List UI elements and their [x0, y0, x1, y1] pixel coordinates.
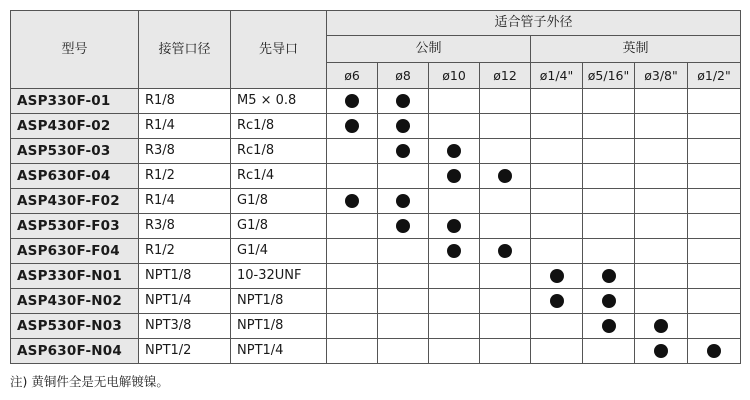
table-row	[11, 214, 741, 239]
compat-cell	[688, 214, 741, 239]
row-model-cell: ASP530F-03	[11, 139, 139, 164]
compat-cell	[688, 339, 741, 364]
table-row	[11, 189, 741, 214]
compat-cell	[583, 314, 635, 339]
compat-cell	[480, 214, 531, 239]
row-model-cell: ASP330F-N01	[11, 264, 139, 289]
row-pilot-cell: G1/4	[231, 239, 327, 264]
compat-cell	[429, 164, 480, 189]
header-od-group: 适合管子外径	[327, 11, 741, 36]
row-model-cell: ASP630F-F04	[11, 239, 139, 264]
row-port-cell: R1/4	[139, 114, 231, 139]
table-row	[11, 264, 741, 289]
compat-cell	[480, 164, 531, 189]
compat-cell	[531, 189, 583, 214]
compatible-dot-icon	[602, 269, 616, 283]
compatible-dot-icon	[396, 144, 410, 158]
compat-cell	[378, 164, 429, 189]
compat-cell	[378, 189, 429, 214]
compat-cell	[378, 239, 429, 264]
row-pilot-cell: Rc1/4	[231, 164, 327, 189]
compat-cell	[635, 189, 688, 214]
compat-cell	[327, 164, 378, 189]
compat-cell	[480, 264, 531, 289]
compat-cell	[531, 314, 583, 339]
compat-cell	[688, 164, 741, 189]
header-size: ø8	[378, 63, 429, 89]
compat-cell	[688, 314, 741, 339]
compat-cell	[429, 139, 480, 164]
row-port-cell: NPT1/2	[139, 339, 231, 364]
compatible-dot-icon	[498, 169, 512, 183]
spec-table-body	[11, 89, 741, 364]
compatible-dot-icon	[447, 244, 461, 258]
row-port-cell: R1/2	[139, 239, 231, 264]
compat-cell	[429, 214, 480, 239]
compat-cell	[531, 139, 583, 164]
header-pilot: 先导口	[231, 11, 327, 89]
compatible-dot-icon	[447, 219, 461, 233]
compat-cell	[327, 139, 378, 164]
compat-cell	[635, 264, 688, 289]
compat-cell	[378, 289, 429, 314]
compat-cell	[635, 239, 688, 264]
compat-cell	[635, 89, 688, 114]
compat-cell	[583, 239, 635, 264]
compatible-dot-icon	[396, 119, 410, 133]
compatible-dot-icon	[654, 319, 668, 333]
compat-cell	[583, 339, 635, 364]
compat-cell	[688, 264, 741, 289]
header-size: ø3/8"	[635, 63, 688, 89]
table-row	[11, 139, 741, 164]
table-row	[11, 314, 741, 339]
row-pilot-cell: NPT1/4	[231, 339, 327, 364]
row-pilot-cell: NPT1/8	[231, 314, 327, 339]
table-row	[11, 339, 741, 364]
compat-cell	[688, 189, 741, 214]
compat-cell	[429, 314, 480, 339]
compat-cell	[327, 89, 378, 114]
header-size: ø5/16"	[583, 63, 635, 89]
compat-cell	[327, 314, 378, 339]
row-model-cell: ASP430F-N02	[11, 289, 139, 314]
row-model-cell: ASP530F-N03	[11, 314, 139, 339]
compatible-dot-icon	[345, 194, 359, 208]
compat-cell	[327, 189, 378, 214]
row-pilot-cell: G1/8	[231, 189, 327, 214]
spec-table-wrapper	[10, 10, 741, 364]
compat-cell	[688, 239, 741, 264]
compat-cell	[480, 339, 531, 364]
compat-cell	[531, 114, 583, 139]
header-size: ø1/2"	[688, 63, 741, 89]
compatible-dot-icon	[550, 294, 564, 308]
header-inch: 英制	[531, 36, 741, 63]
compat-cell	[531, 89, 583, 114]
row-model-cell: ASP630F-04	[11, 164, 139, 189]
row-model-cell: ASP430F-F02	[11, 189, 139, 214]
compat-cell	[327, 214, 378, 239]
compat-cell	[635, 339, 688, 364]
compat-cell	[531, 264, 583, 289]
compat-cell	[531, 239, 583, 264]
table-row	[11, 239, 741, 264]
compatible-dot-icon	[345, 119, 359, 133]
compat-cell	[583, 139, 635, 164]
compat-cell	[583, 214, 635, 239]
compat-cell	[378, 89, 429, 114]
row-pilot-cell: G1/8	[231, 214, 327, 239]
compatible-dot-icon	[550, 269, 564, 283]
compat-cell	[378, 139, 429, 164]
compat-cell	[583, 114, 635, 139]
compat-cell	[480, 139, 531, 164]
compat-cell	[480, 289, 531, 314]
compat-cell	[429, 189, 480, 214]
table-row	[11, 89, 741, 114]
row-pilot-cell: NPT1/8	[231, 289, 327, 314]
header-size: ø6	[327, 63, 378, 89]
compatible-dot-icon	[447, 169, 461, 183]
header-port: 接管口径	[139, 11, 231, 89]
row-port-cell: NPT1/8	[139, 264, 231, 289]
compat-cell	[327, 264, 378, 289]
compatible-dot-icon	[396, 219, 410, 233]
compat-cell	[480, 239, 531, 264]
row-model-cell: ASP430F-02	[11, 114, 139, 139]
compat-cell	[583, 164, 635, 189]
header-metric: 公制	[327, 36, 531, 63]
row-pilot-cell: 10-32UNF	[231, 264, 327, 289]
compat-cell	[688, 114, 741, 139]
compat-cell	[583, 189, 635, 214]
row-model-cell: ASP630F-N04	[11, 339, 139, 364]
compatible-dot-icon	[654, 344, 668, 358]
compat-cell	[378, 339, 429, 364]
compat-cell	[327, 239, 378, 264]
compat-cell	[327, 114, 378, 139]
header-size: ø1/4"	[531, 63, 583, 89]
header-model: 型号	[11, 11, 139, 89]
compat-cell	[378, 264, 429, 289]
compat-cell	[635, 289, 688, 314]
table-row	[11, 289, 741, 314]
spec-table	[10, 10, 741, 364]
header-size: ø12	[480, 63, 531, 89]
compat-cell	[327, 289, 378, 314]
compatible-dot-icon	[498, 244, 512, 258]
row-port-cell: R1/2	[139, 164, 231, 189]
compat-cell	[378, 214, 429, 239]
row-port-cell: NPT1/4	[139, 289, 231, 314]
compat-cell	[688, 89, 741, 114]
row-model-cell: ASP330F-01	[11, 89, 139, 114]
compat-cell	[635, 139, 688, 164]
compat-cell	[429, 264, 480, 289]
compat-cell	[378, 114, 429, 139]
compat-cell	[635, 114, 688, 139]
compat-cell	[327, 339, 378, 364]
row-port-cell: R3/8	[139, 214, 231, 239]
row-port-cell: R1/8	[139, 89, 231, 114]
compat-cell	[635, 314, 688, 339]
compatible-dot-icon	[345, 94, 359, 108]
compat-cell	[480, 89, 531, 114]
compatible-dot-icon	[396, 94, 410, 108]
compatible-dot-icon	[707, 344, 721, 358]
compat-cell	[429, 339, 480, 364]
row-model-cell: ASP530F-F03	[11, 214, 139, 239]
compat-cell	[480, 189, 531, 214]
compat-cell	[531, 214, 583, 239]
row-pilot-cell: Rc1/8	[231, 139, 327, 164]
compat-cell	[429, 289, 480, 314]
compat-cell	[378, 314, 429, 339]
compat-cell	[688, 139, 741, 164]
compat-cell	[583, 264, 635, 289]
compat-cell	[583, 89, 635, 114]
row-port-cell: R3/8	[139, 139, 231, 164]
table-row	[11, 114, 741, 139]
compat-cell	[688, 289, 741, 314]
compat-cell	[531, 164, 583, 189]
table-row	[11, 164, 741, 189]
compat-cell	[635, 164, 688, 189]
compat-cell	[583, 289, 635, 314]
compat-cell	[480, 314, 531, 339]
compatible-dot-icon	[447, 144, 461, 158]
compatible-dot-icon	[602, 319, 616, 333]
compat-cell	[480, 114, 531, 139]
compatible-dot-icon	[396, 194, 410, 208]
compatible-dot-icon	[602, 294, 616, 308]
row-port-cell: NPT3/8	[139, 314, 231, 339]
compat-cell	[531, 289, 583, 314]
compat-cell	[429, 89, 480, 114]
compat-cell	[429, 114, 480, 139]
row-pilot-cell: M5 × 0.8	[231, 89, 327, 114]
footnote: 注) 黄铜件全是无电解镀镍。	[10, 374, 169, 389]
row-pilot-cell: Rc1/8	[231, 114, 327, 139]
compat-cell	[531, 339, 583, 364]
compat-cell	[429, 239, 480, 264]
compat-cell	[635, 214, 688, 239]
row-port-cell: R1/4	[139, 189, 231, 214]
header-size: ø10	[429, 63, 480, 89]
